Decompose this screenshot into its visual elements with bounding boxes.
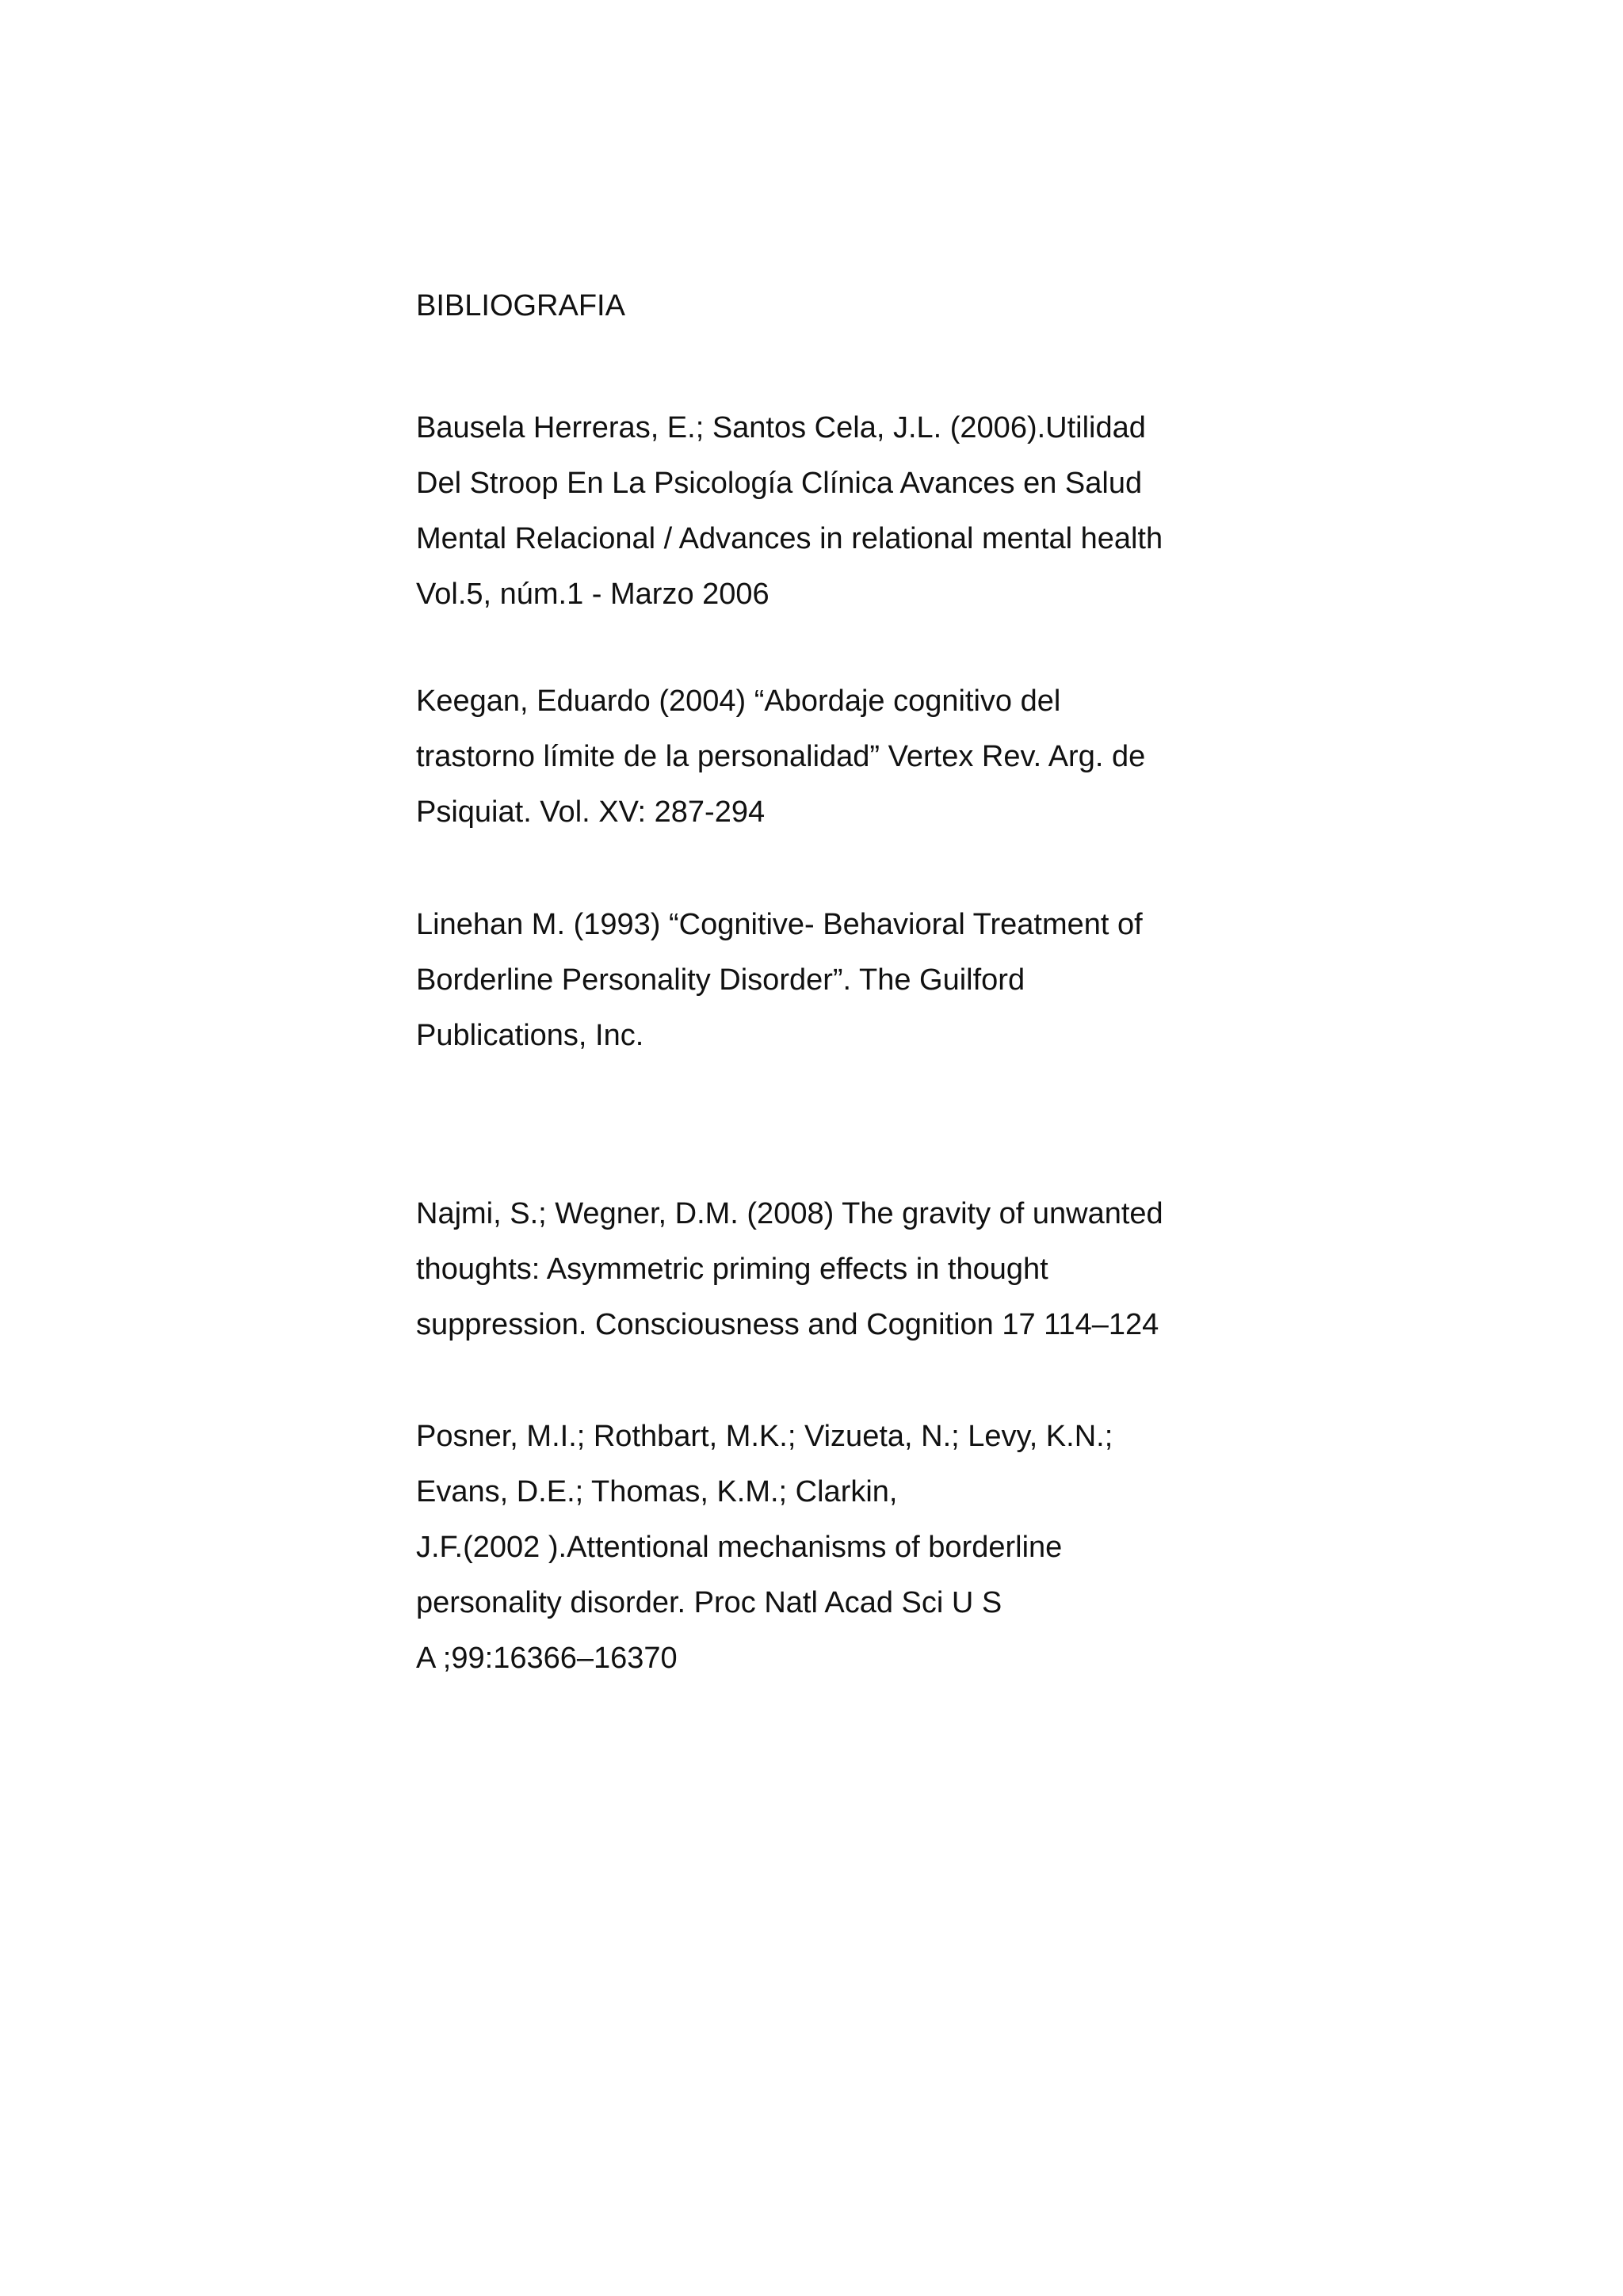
- reference-line: Vol.5, núm.1 - Marzo 2006: [416, 578, 769, 611]
- reference-line: Linehan M. (1993) “Cognitive- Behavioral Treatment of: [416, 908, 1143, 941]
- reference-keegan: [416, 673, 1272, 840]
- reference-bausela: [416, 400, 1272, 622]
- reference-line: Keegan, Eduardo (2004) “Abordaje cognitivo del: [416, 685, 1061, 718]
- page-title: BIBLIOGRAFIA: [416, 289, 625, 322]
- reference-posner: [416, 1409, 1272, 1686]
- reference-line: Publications, Inc.: [416, 1019, 644, 1052]
- reference-line: personality disorder. Proc Natl Acad Sci U S: [416, 1586, 1002, 1619]
- reference-line: Del Stroop En La Psicología Clínica Avances en Salud: [416, 467, 1143, 500]
- reference-line: suppression. Consciousness and Cognition 17 114–124: [416, 1308, 1159, 1341]
- reference-line: Evans, D.E.; Thomas, K.M.; Clarkin,: [416, 1475, 898, 1508]
- reference-line: Psiquiat. Vol. XV: 287-294: [416, 795, 766, 829]
- reference-najmi: [416, 1186, 1272, 1352]
- reference-linehan: [416, 897, 1272, 1063]
- reference-line: thoughts: Asymmetric priming effects in thought: [416, 1253, 1048, 1286]
- reference-line: Bausela Herreras, E.; Santos Cela, J.L. (2006).Utilidad: [416, 411, 1146, 444]
- reference-line: Posner, M.I.; Rothbart, M.K.; Vizueta, N.; Levy, K.N.;: [416, 1420, 1113, 1453]
- reference-line: Najmi, S.; Wegner, D.M. (2008) The gravity of unwanted: [416, 1197, 1163, 1230]
- reference-line: Mental Relacional / Advances in relational mental health: [416, 522, 1163, 555]
- reference-line: Borderline Personality Disorder”. The Guilford: [416, 963, 1025, 997]
- reference-line: J.F.(2002 ).Attentional mechanisms of borderline: [416, 1531, 1063, 1564]
- reference-line: A ;99:16366–16370: [416, 1642, 678, 1675]
- reference-line: trastorno límite de la personalidad” Vertex Rev. Arg. de: [416, 740, 1146, 773]
